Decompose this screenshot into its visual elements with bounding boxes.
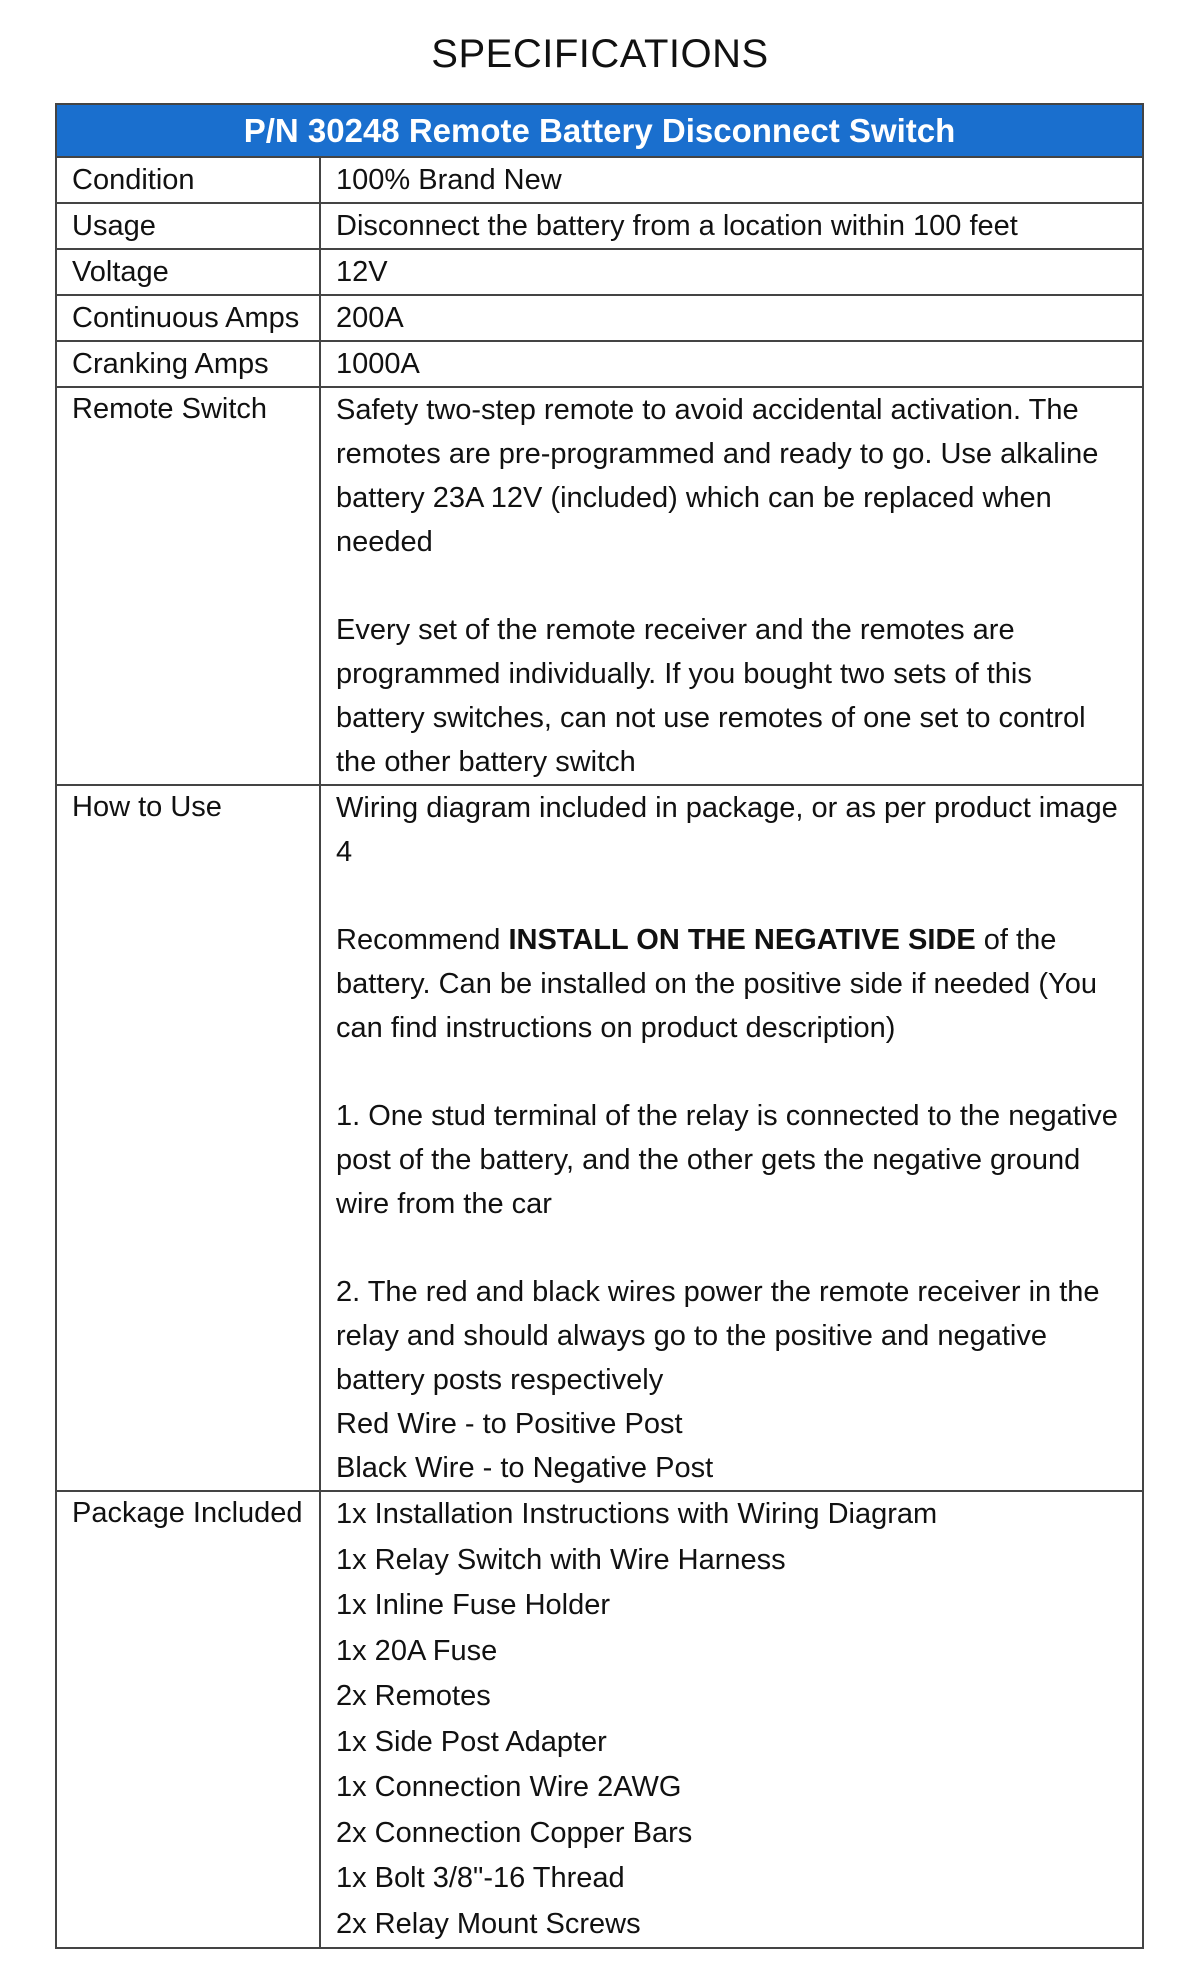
remote-switch-paragraph-1: Safety two-step remote to avoid accidental activation. The remotes are pre-programmed and ready to go. Use alkaline battery 23A 12V (included) which can be replaced when needed xyxy=(336,394,1099,558)
table-row xyxy=(56,295,1143,341)
list-item: 1x Side Post Adapter xyxy=(336,1725,607,1758)
table-row xyxy=(56,341,1143,387)
list-item: 2x Remotes xyxy=(336,1680,491,1712)
list-item: 2x Relay Mount Screws xyxy=(336,1907,641,1940)
table-row xyxy=(56,203,1143,249)
row-value-package-included xyxy=(320,1491,1143,1948)
row-label-remote-switch: Remote Switch xyxy=(56,387,320,785)
recommend-prefix: Recommend xyxy=(336,924,509,956)
row-label-usage: Usage xyxy=(56,203,320,249)
recommend-emphasis: INSTALL ON THE NEGATIVE SIDE xyxy=(508,924,976,956)
row-value-voltage: 12V xyxy=(320,249,1143,295)
row-value-condition: 100% Brand New xyxy=(320,157,1143,203)
row-value-cranking-amps: 1000A xyxy=(320,341,1143,387)
how-to-use-step-1: 1. One stud terminal of the relay is connected to the negative post of the battery, and the other gets the negative ground wire from the car xyxy=(336,1100,1118,1220)
list-item: 1x Relay Switch with Wire Harness xyxy=(336,1543,786,1576)
table-row xyxy=(56,387,1143,785)
list-item: 1x Installation Instructions with Wiring Diagram xyxy=(336,1498,938,1530)
row-value-remote-switch xyxy=(320,387,1143,785)
specifications-table xyxy=(55,103,1144,1949)
row-label-package-included: Package Included xyxy=(56,1491,320,1948)
row-value-how-to-use xyxy=(320,785,1143,1491)
list-item: 1x Connection Wire 2AWG xyxy=(336,1771,682,1803)
table-row xyxy=(56,157,1143,203)
table-row xyxy=(56,1491,1143,1948)
how-to-use-recommendation xyxy=(336,918,1127,1050)
table-header: P/N 30248 Remote Battery Disconnect Switch xyxy=(56,104,1143,157)
table-row xyxy=(56,785,1143,1491)
list-item: 1x Bolt 3/8"-16 Thread xyxy=(336,1862,625,1894)
red-wire-note: Red Wire - to Positive Post xyxy=(336,1408,683,1440)
row-value-usage: Disconnect the battery from a location within 100 feet xyxy=(320,203,1143,249)
how-to-use-step-2: 2. The red and black wires power the remote receiver in the relay and should always go to the positive and negative battery posts respectively xyxy=(336,1276,1100,1396)
row-value-continuous-amps: 200A xyxy=(320,295,1143,341)
row-label-voltage: Voltage xyxy=(56,249,320,295)
list-item: 2x Connection Copper Bars xyxy=(336,1816,693,1849)
remote-switch-paragraph-2: Every set of the remote receiver and the remotes are programmed individually. If you bought two sets of this battery switches, can not use remotes of one set to control the other battery switch xyxy=(336,614,1086,778)
table-row xyxy=(56,249,1143,295)
page-title: SPECIFICATIONS xyxy=(431,32,769,76)
row-label-continuous-amps: Continuous Amps xyxy=(56,295,320,341)
how-to-use-paragraph-1: Wiring diagram included in package, or as per product image 4 xyxy=(336,792,1118,868)
row-label-condition: Condition xyxy=(56,157,320,203)
row-label-how-to-use: How to Use xyxy=(56,785,320,1491)
recommend-suffix: of the battery. Can be installed on the positive side if needed (You can find instructions on product description) xyxy=(336,924,1097,1044)
black-wire-note: Black Wire - to Negative Post xyxy=(336,1452,714,1484)
list-item: 1x Inline Fuse Holder xyxy=(336,1589,611,1621)
list-item: 1x 20A Fuse xyxy=(336,1634,498,1667)
row-label-cranking-amps: Cranking Amps xyxy=(56,341,320,387)
